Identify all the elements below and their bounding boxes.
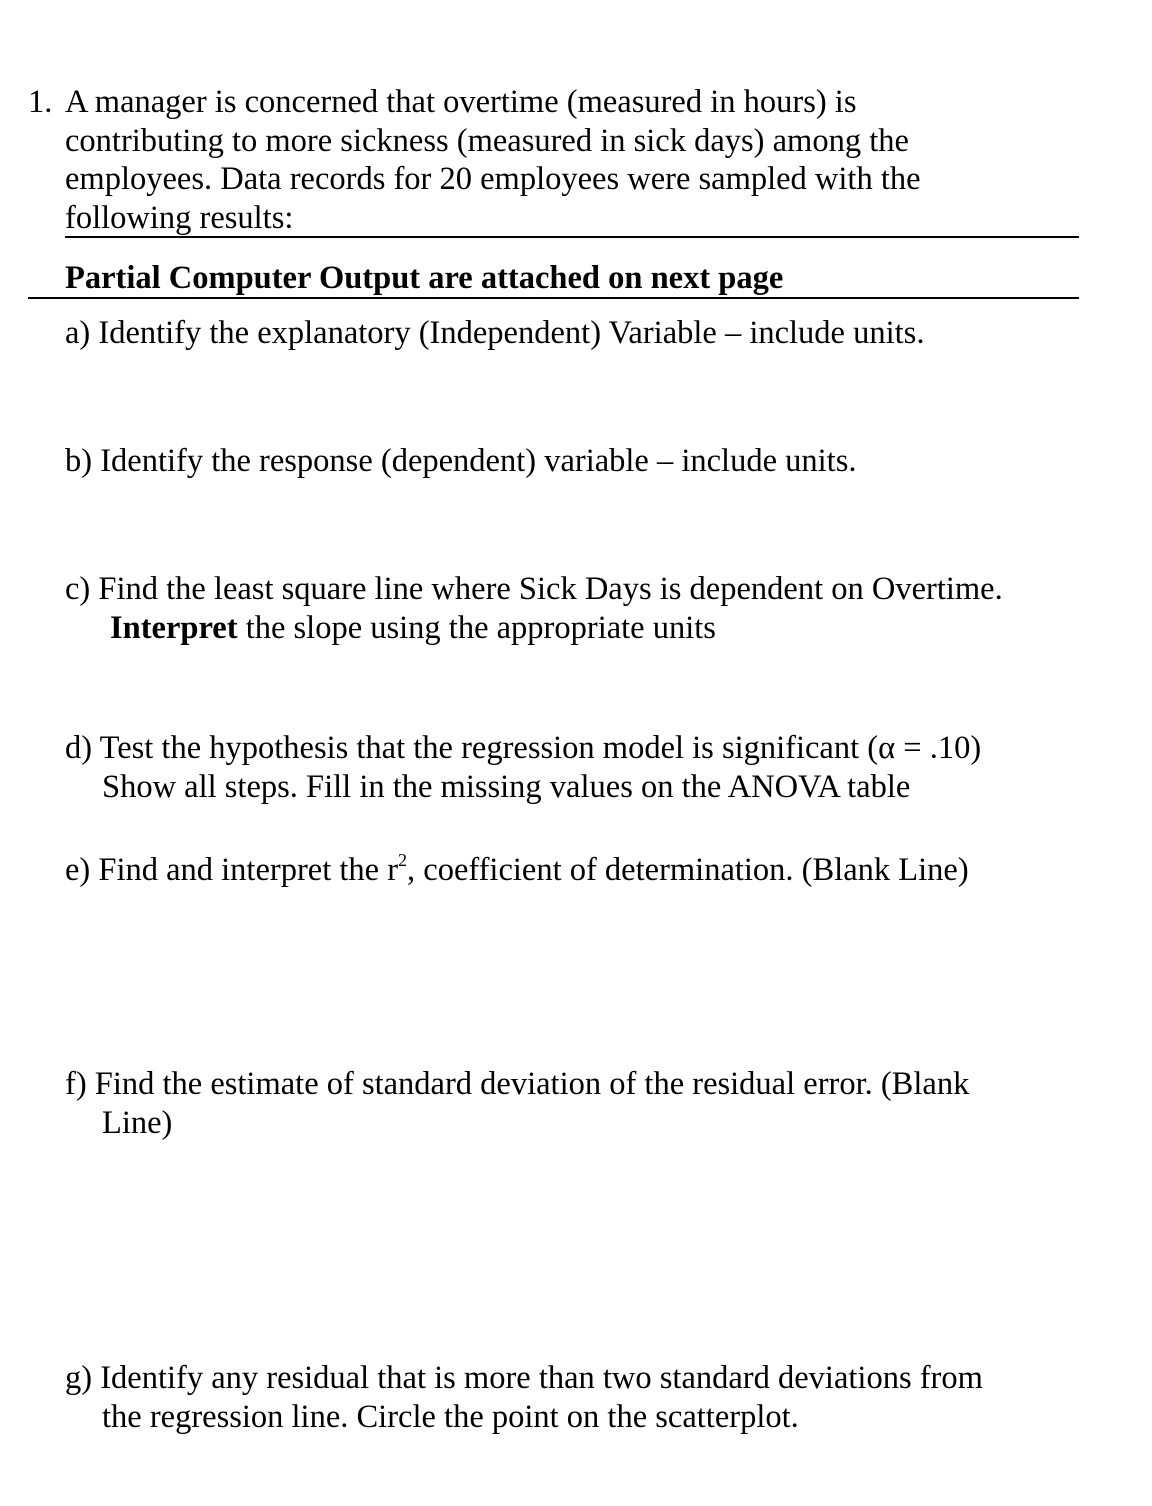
part-c bbox=[65, 570, 1003, 647]
divider-top bbox=[65, 236, 1079, 238]
stem-line-3: employees. Data records for 20 employees were sampled with the bbox=[65, 161, 921, 197]
part-g bbox=[65, 1359, 983, 1436]
part-d-line-1: d) Test the hypothesis that the regression model is significant (α = .10) bbox=[65, 730, 982, 766]
part-e-before: e) Find and interpret the r bbox=[65, 852, 399, 888]
part-g-line-1: g) Identify any residual that is more than two standard deviations from bbox=[65, 1360, 983, 1396]
part-e bbox=[65, 851, 969, 890]
part-c-line-2 bbox=[65, 609, 1003, 648]
stem-line-2: contributing to more sickness (measured in sick days) among the bbox=[65, 122, 909, 159]
part-c-line-2-rest: the slope using the appropriate units bbox=[237, 609, 716, 646]
part-a-text: a) Identify the explanatory (Independent) Variable – include units. bbox=[65, 315, 925, 351]
part-f-line-1: f) Find the estimate of standard deviation of the residual error. (Blank bbox=[65, 1066, 970, 1102]
part-g-line-2: the regression line. Circle the point on the scatterplot. bbox=[102, 1398, 799, 1435]
part-c-line-1: c) Find the least square line where Sick Days is dependent on Overtime. bbox=[65, 571, 1003, 607]
part-f bbox=[65, 1065, 969, 1142]
part-a bbox=[65, 314, 924, 353]
stem-line-4: following results: bbox=[65, 199, 294, 236]
part-b bbox=[65, 442, 856, 481]
part-e-after: , coefficient of determination. (Blank Line) bbox=[407, 852, 969, 888]
interpret-emphasis: Interpret bbox=[110, 609, 238, 646]
part-d bbox=[65, 729, 981, 806]
question-stem bbox=[65, 83, 921, 237]
r-squared-exponent: 2 bbox=[398, 850, 408, 870]
part-e-text bbox=[65, 851, 969, 890]
question-number: 1. bbox=[28, 84, 53, 120]
part-f-line-2: Line) bbox=[102, 1104, 173, 1141]
divider-bottom bbox=[28, 297, 1079, 299]
part-d-line-2: Show all steps. Fill in the missing values on the ANOVA table bbox=[102, 768, 911, 805]
stem-line-1: A manager is concerned that overtime (measured in hours) is bbox=[65, 84, 857, 120]
attachment-note: Partial Computer Output are attached on next page bbox=[65, 260, 784, 296]
part-b-text: b) Identify the response (dependent) variable – include units. bbox=[65, 443, 857, 479]
